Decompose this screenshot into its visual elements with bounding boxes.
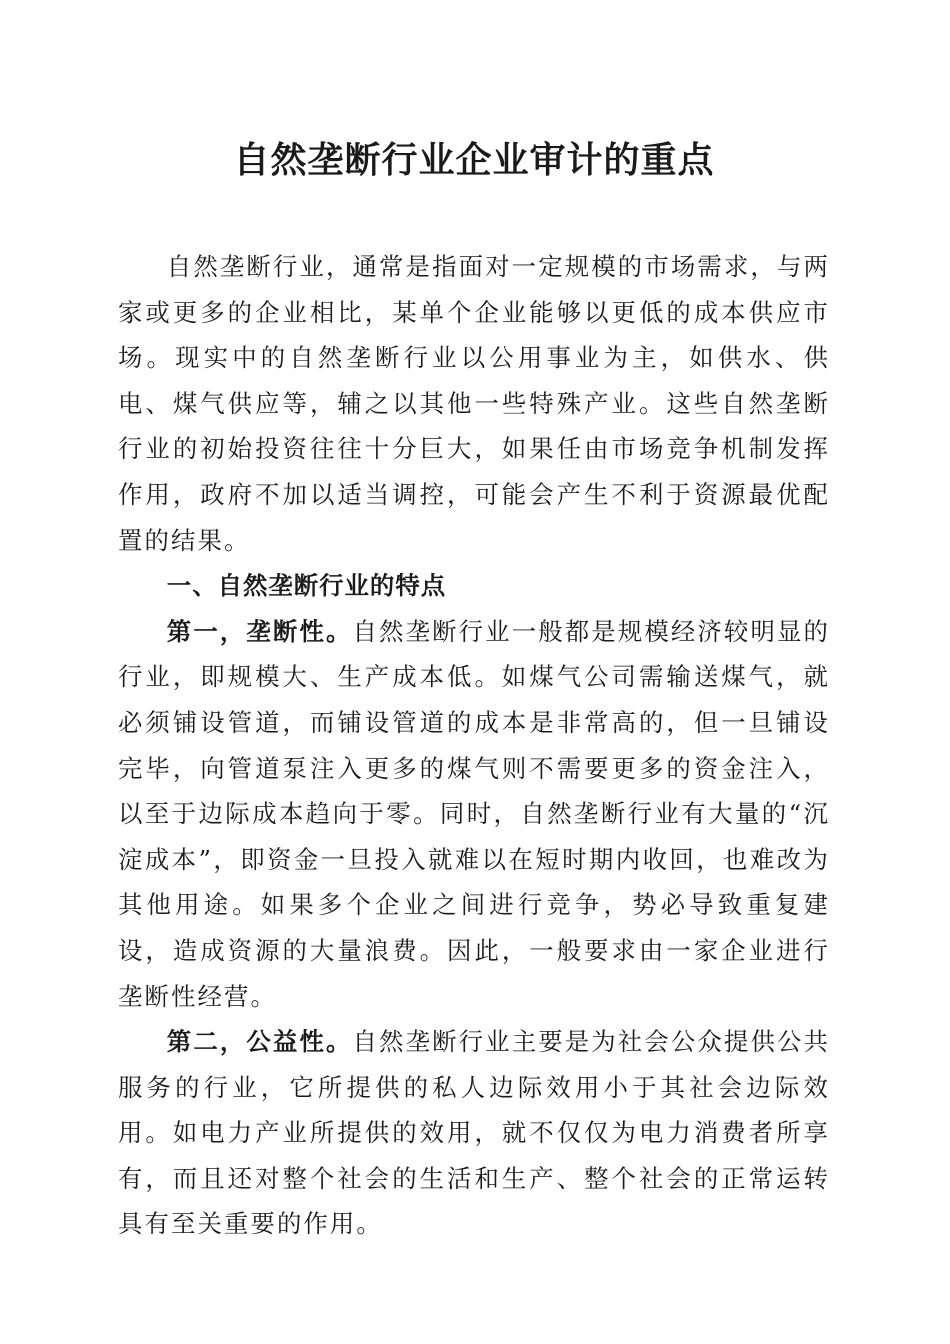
point-lead-monopoly: 第一，垄断性。 <box>166 616 353 646</box>
intro-paragraph: 自然垄断行业，通常是指面对一定规模的市场需求，与两家或更多的企业相比，某单个企业能够以更低的成本供应市场。现实中的自然垄断行业以公用事业为主，如供水、供电、煤气供应等，辅之以其他一些特殊产业。这些自然垄断行业的初始投资往往十分巨大，如果任由市场竞争机制发挥作用，政府不加以适当调控，可能会产生不利于资源最优配置的结果。 <box>118 252 830 555</box>
point-paragraph-monopoly <box>118 609 830 1019</box>
document-page <box>118 130 830 1247</box>
point-paragraph-public-welfare <box>118 1019 830 1247</box>
point-text-monopoly: 自然垄断行业一般都是规模经济较明显的行业，即规模大、生产成本低。如煤气公司需输送煤气，就必须铺设管道，而铺设管道的成本是非常高的，但一旦铺设完毕，向管道泵注入更多的煤气则不需要更多的资金注入，以至于边际成本趋向于零。同时，自然垄断行业有大量的“沉淀成本”，即资金一旦投入就难以在短时期内收回，也难改为其他用途。如果多个企业之间进行竞争，势必导致重复建设，造成资源的大量浪费。因此，一般要求由一家企业进行垄断性经营。 <box>118 616 831 1011</box>
point-text-public-welfare: 自然垄断行业主要是为社会公众提供公共服务的行业，它所提供的私人边际效用小于其社会边际效用。如电力产业所提供的效用，就不仅仅为电力消费者所享有，而且还对整个社会的生活和生产、整个社会的正常运转具有至关重要的作用。 <box>118 1027 831 1239</box>
point-lead-public-welfare: 第二，公益性。 <box>166 1027 353 1057</box>
document-title: 自然垄断行业企业审计的重点 <box>233 139 715 181</box>
section-heading: 一、自然垄断行业的特点 <box>166 571 447 601</box>
